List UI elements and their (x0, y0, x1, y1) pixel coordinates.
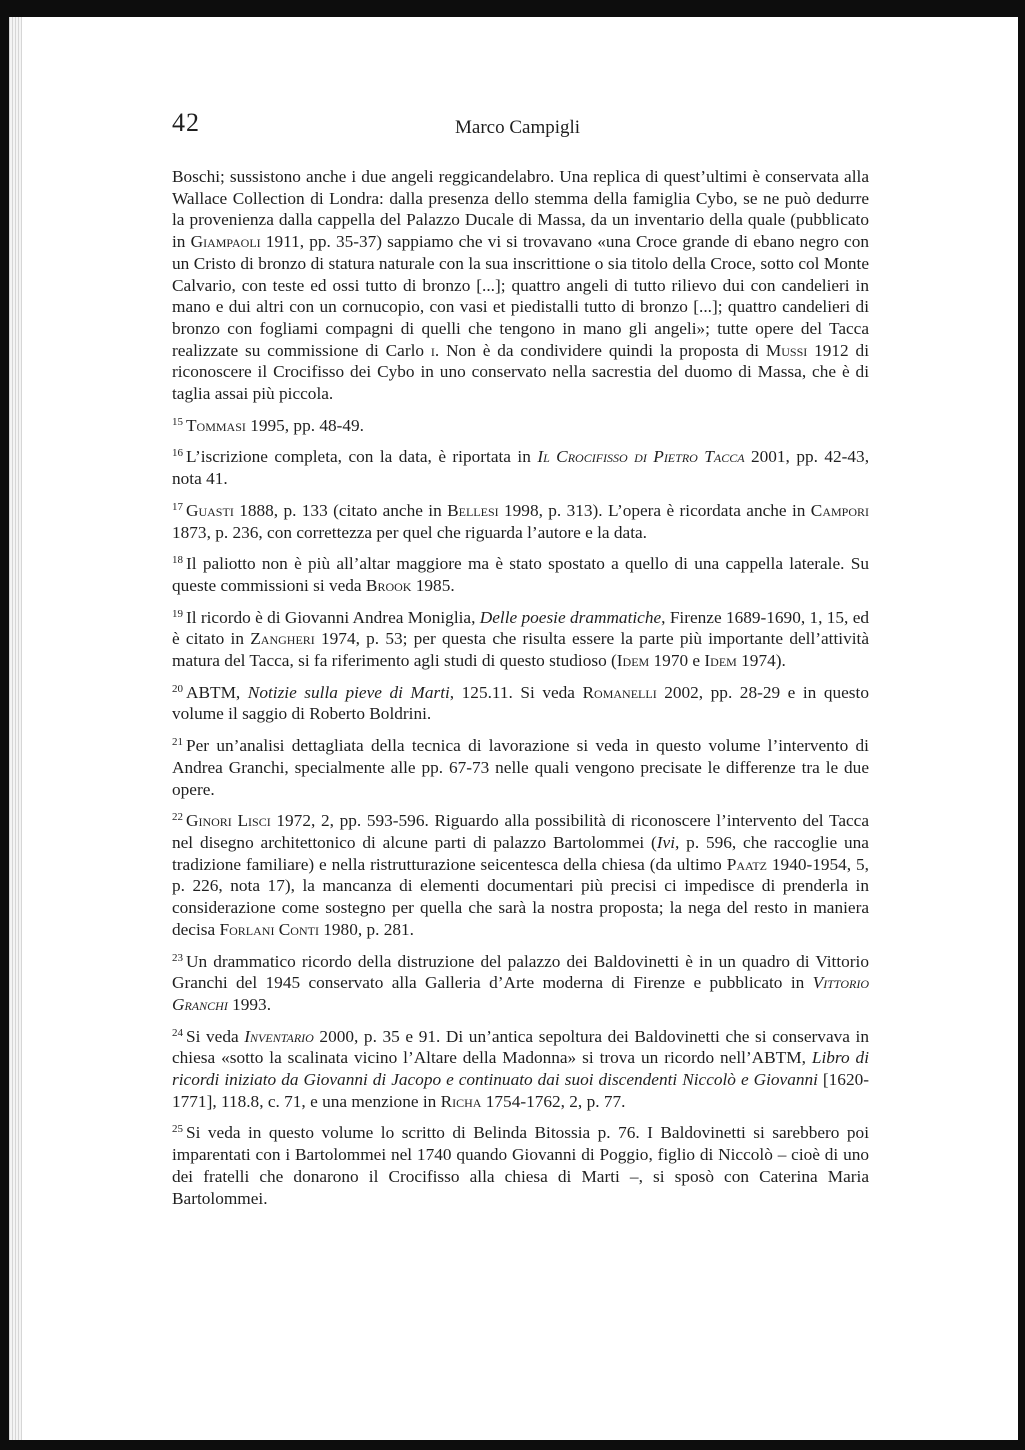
scan-border-right (1018, 0, 1025, 1450)
footnote-19: $^{19}$ Il ricordo è di Giovanni Andrea Moniglia, Delle poesie drammatiche, Firenze 1689-1690, 1, 15, ed è citato in Zangheri 1974, p. 53; per questa che risulta essere la parte più importante dell’attività matura del Tacca, si fa riferimento agli studi di questo studioso (Idem 1970 e Idem 1974). (172, 607, 870, 671)
intro-paragraph: Boschi; sussistono anche i due angeli reggicandelabro. Una replica di quest’ultimi è conservata alla Wallace Collection di Londra: dalla presenza dello stemma della famiglia Cybo, se ne può dedurre la provenienza dalla cappella del Palazzo Ducale di Massa, da un inventario della quale (pubblicato in Giampaoli 1911, pp. 35-37) sappiamo che vi si trovavano «una Croce grande di ebano negro con un Cristo di bronzo di statura naturale con la sua inscrittione o sia titolo della Croce, sotto col Monte Calvario, con teste ed ossi tutto di bronzo [...]; quattro angeli di tutto rilievo dui con candelieri in mano e dui altri con un cornucopio, con vasi et piedistalli tutto di bronzo [...]; quattro candelieri di bronzo con fogliami compagni di quelli che tengono in mano gli angeli»; tutte opere del Tacca realizzate su commissione di Carlo i. Non è da condividere quindi la proposta di Mussi 1912 di riconoscere il Crocifisso dei Cybo in uno conservato nella sacrestia del duomo di Massa, che è di taglia assai più piccola. (172, 167, 870, 404)
footnote-15: $^{15}$ Tommasi 1995, pp. 48-49. (172, 415, 364, 435)
footnote-24: $^{24}$ Si veda Inventario 2000, p. 35 e 91. Di un’antica sepoltura dei Baldovinetti che si conservava in chiesa «sotto la scalinata vicino l’Altare della Madonna» si trova un ricordo nell’ABTM, Libro di ricordi iniziato da Giovanni di Jacopo e continuato dai suoi discendenti Niccolò e Giovanni [1620-1771], 118.8, c. 71, e una menzione in Richa 1754-1762, 2, p. 77. (172, 1026, 869, 1111)
scan-border-top (0, 0, 1025, 17)
footnote-22: $^{22}$ Ginori Lisci 1972, 2, pp. 593-596. Riguardo alla possibilità di riconoscere l’intervento del Tacca nel disegno architettonico di alcune parti di palazzo Bartolommei (Ivi, p. 596, che raccoglie una tradizione familiare) e nella ristrutturazione seicentesca della chiesa (da ultimo Paatz 1940-1954, 5, p. 226, nota 17), la mancanza di elementi documentari più precisi ci impedisce di prenderla in considerazione come sostegno per quella che sarà la nostra proposta; la nega del resto in maniera decisa Forlani Conti 1980, p. 281. (172, 811, 870, 939)
footnote-23: $^{23}$ Un drammatico ricordo della distruzione del palazzo dei Baldovinetti è in un quadro di Vittorio Granchi del 1945 conservato alla Galleria d’Arte moderna di Firenze e pubblicato in Vittorio Granchi 1993. (172, 951, 869, 1014)
page-edges (9, 17, 22, 1440)
page-body (172, 166, 869, 1209)
footnote-20: $^{20}$ ABTM, Notizie sulla pieve di Marti, 125.11. Si veda Romanelli 2002, pp. 28-29 e in questo volume il saggio di Roberto Boldrini. (172, 682, 869, 724)
footnote-16: $^{16}$ L’iscrizione completa, con la data, è riportata in Il Crocifisso di Pietro Tacca 2001, pp. 42-43, nota 41. (172, 447, 870, 489)
footnote-25: $^{25}$ Si veda in questo volume lo scritto di Belinda Bitossia p. 76. I Baldovinetti si sarebbero poi imparentati con i Bartolommei nel 1740 quando Giovanni di Poggio, figlio di Niccolò – cioè di uno dei fratelli che donarono il Crocifisso alla chiesa di Marti –, si sposò con Caterina Maria Bartolommei. (172, 1123, 869, 1208)
scan-border-bottom (0, 1440, 1025, 1450)
scan-border-left (0, 0, 9, 1450)
footnote-18: $^{18}$ Il paliotto non è più all’altar maggiore ma è stato spostato a quello di una cappella laterale. Su queste commissioni si veda Brook 1985. (172, 554, 869, 595)
running-title: Marco Campigli (455, 117, 581, 138)
footnote-17: $^{17}$ Guasti 1888, p. 133 (citato anche in Bellesi 1998, p. 313). L’opera è ricordata anche in Campori 1873, p. 236, con correttezza per quel che riguarda l’autore e la data. (172, 500, 869, 542)
page-number: 42 (172, 108, 200, 137)
footnote-21: $^{21}$ Per un’analisi dettagliata della tecnica di lavorazione si veda in questo volume l’intervento di Andrea Granchi, specialmente alle pp. 67-73 nelle quali vengono precisate le differenze tra le due opere. (172, 736, 869, 799)
